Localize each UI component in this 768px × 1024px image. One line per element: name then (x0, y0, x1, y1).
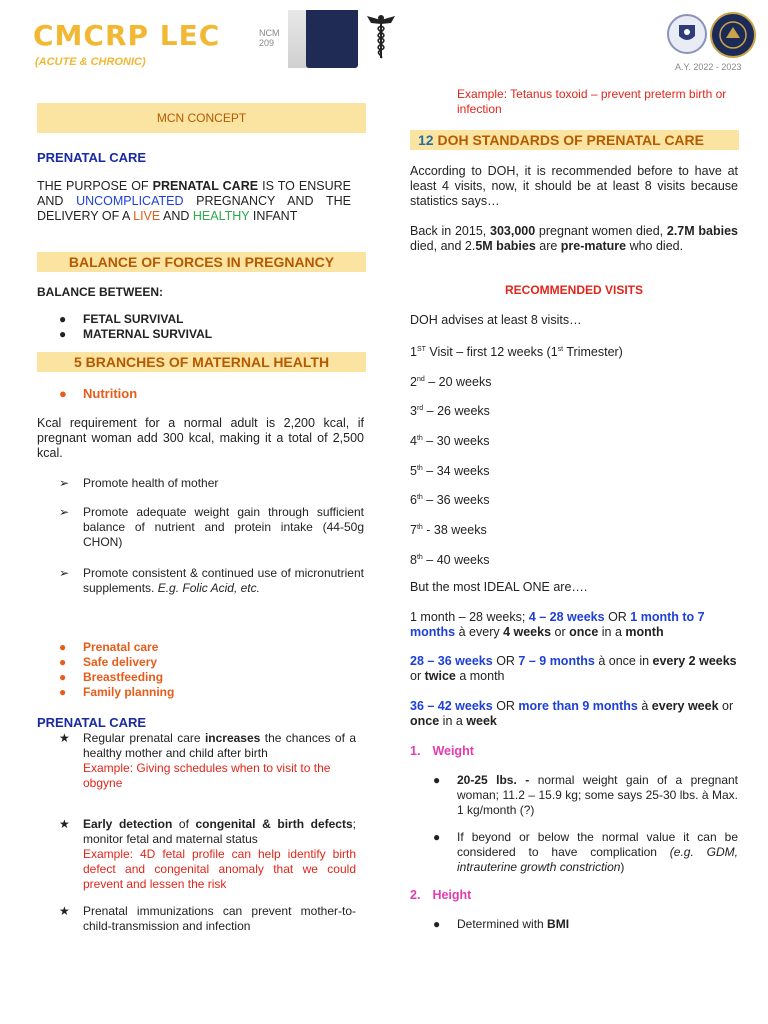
list-item: ● Prenatal care (59, 640, 159, 654)
doh-standards-banner: 12 DOH STANDARDS OF PRENATAL CARE (410, 130, 739, 150)
weight-item-1: ● 20-25 lbs. - normal weight gain of a pregnant woman; 11.2 – 15.9 kg; some says 25-30 lbs. à Max. 1 kg/month (?) (433, 773, 738, 817)
kcal-paragraph: Kcal requirement for a normal adult is 2,200 kcal, if pregnant woman add 300 kcal, making it a total of 2,500 kcal. (37, 416, 364, 460)
course-logo: CMCRP LEC (33, 19, 221, 52)
ideal-option-1: 1 month – 28 weeks; 4 – 28 weeks OR 1 month to 7 months à every 4 weeks or once in a month (410, 610, 705, 639)
header-decoration (288, 10, 308, 68)
visit-1: 1ST Visit – first 12 weeks (1st Trimester) (410, 345, 623, 360)
list-item: ● Breastfeeding (59, 670, 164, 684)
balance-of-forces-banner: BALANCE OF FORCES IN PREGNANCY (37, 252, 366, 272)
weight-heading: 1. Weight (410, 744, 474, 758)
according-paragraph: According to DOH, it is recommended before to have at least 4 visits, now, it should be at least 8 visits because statistics says… (410, 164, 738, 208)
visit-8: 8th – 40 weeks (410, 553, 490, 568)
tetanus-example: Example: Tetanus toxoid – prevent preterm birth or infection (457, 87, 727, 116)
prenatal-care-heading: PRENATAL CARE (37, 150, 147, 165)
visit-7: 7th - 38 weeks (410, 523, 487, 538)
academic-year: A.Y. 2022 - 2023 (675, 62, 742, 72)
balance-list (37, 312, 357, 342)
ideal-option-3: 36 – 42 weeks OR more than 9 months à every week or once in a week (410, 699, 734, 728)
balance-between-label: BALANCE BETWEEN: (37, 285, 163, 299)
weight-item-2: ● If beyond or below the normal value it can be considered to have complication (e.g. GDM, intrauterine growth constriction) (433, 830, 738, 874)
ideal-option-2: 28 – 36 weeks OR 7 – 9 months à once in every 2 weeks or twice a month (410, 654, 737, 683)
nutrition-list (37, 386, 357, 401)
star-item-2: ★ Early detection of congenital & birth defects; monitor fetal and maternal status Example: 4D fetal profile can help identify birth defect and congenital anomaly that we could prevent and lessen the risk (59, 817, 356, 891)
visit-5: 5th – 34 weeks (410, 464, 490, 479)
purpose-paragraph: THE PURPOSE OF PRENATAL CARE IS TO ENSURE AND UNCOMPLICATED PREGNANCY AND THE DELIVERY OF A LIVE AND HEALTHY INFANT (37, 179, 351, 223)
promote-item-1: ➢ Promote health of mother (59, 476, 219, 490)
header-decoration-block (306, 10, 358, 68)
visit-3: 3rd – 26 weeks (410, 404, 490, 419)
doh-advises-text: DOH advises at least 8 visits… (410, 313, 582, 327)
list-item: ● Family planning (59, 685, 175, 699)
visit-2: 2nd – 20 weeks (410, 375, 492, 390)
star-item-1: ★ Regular prenatal care increases the chances of a healthy mother and child after birth Example: Giving schedules when to visit to the obgyne (59, 731, 356, 790)
ideal-text: But the most IDEAL ONE are…. (410, 580, 588, 594)
promote-item-3: ➢ Promote consistent & continued use of micronutrient supplements. E.g. Folic Acid, etc. (59, 566, 364, 595)
school-seal-logo (667, 14, 707, 54)
mcn-concept-banner: MCN CONCEPT (37, 103, 366, 133)
promote-item-2: ➢ Promote adequate weight gain through sufficient balance of nutrient and protein intake (44-50g CHON) (59, 505, 364, 549)
visit-6: 6th – 36 weeks (410, 493, 490, 508)
branches-banner: 5 BRANCHES OF MATERNAL HEALTH (37, 352, 366, 372)
course-code: NCM 209 (259, 28, 280, 48)
height-item-1: ● Determined with BMI (433, 917, 570, 931)
list-item: ● Nutrition (59, 386, 138, 401)
height-heading: 2. Height (410, 888, 472, 902)
star-item-3: ★ Prenatal immunizations can prevent mother-to-child-transmission and infection (59, 904, 356, 933)
prenatal-care-heading-2: PRENATAL CARE (37, 715, 147, 730)
branches-list (37, 640, 357, 700)
caduceus-icon (366, 14, 396, 65)
visit-4: 4th – 30 weeks (410, 434, 490, 449)
list-item: ● FETAL SURVIVAL (59, 312, 184, 326)
statistics-paragraph: Back in 2015, 303,000 pregnant women died, 2.7M babies died, and 2.5M babies are pre-mature who died. (410, 224, 738, 253)
list-item: ● Safe delivery (59, 655, 158, 669)
list-item: ● MATERNAL SURVIVAL (59, 327, 213, 341)
recommended-visits-heading: RECOMMENDED VISITS (504, 283, 643, 297)
course-subtitle: (ACUTE & CHRONIC) (35, 56, 146, 68)
nursing-seal-logo (710, 12, 756, 58)
